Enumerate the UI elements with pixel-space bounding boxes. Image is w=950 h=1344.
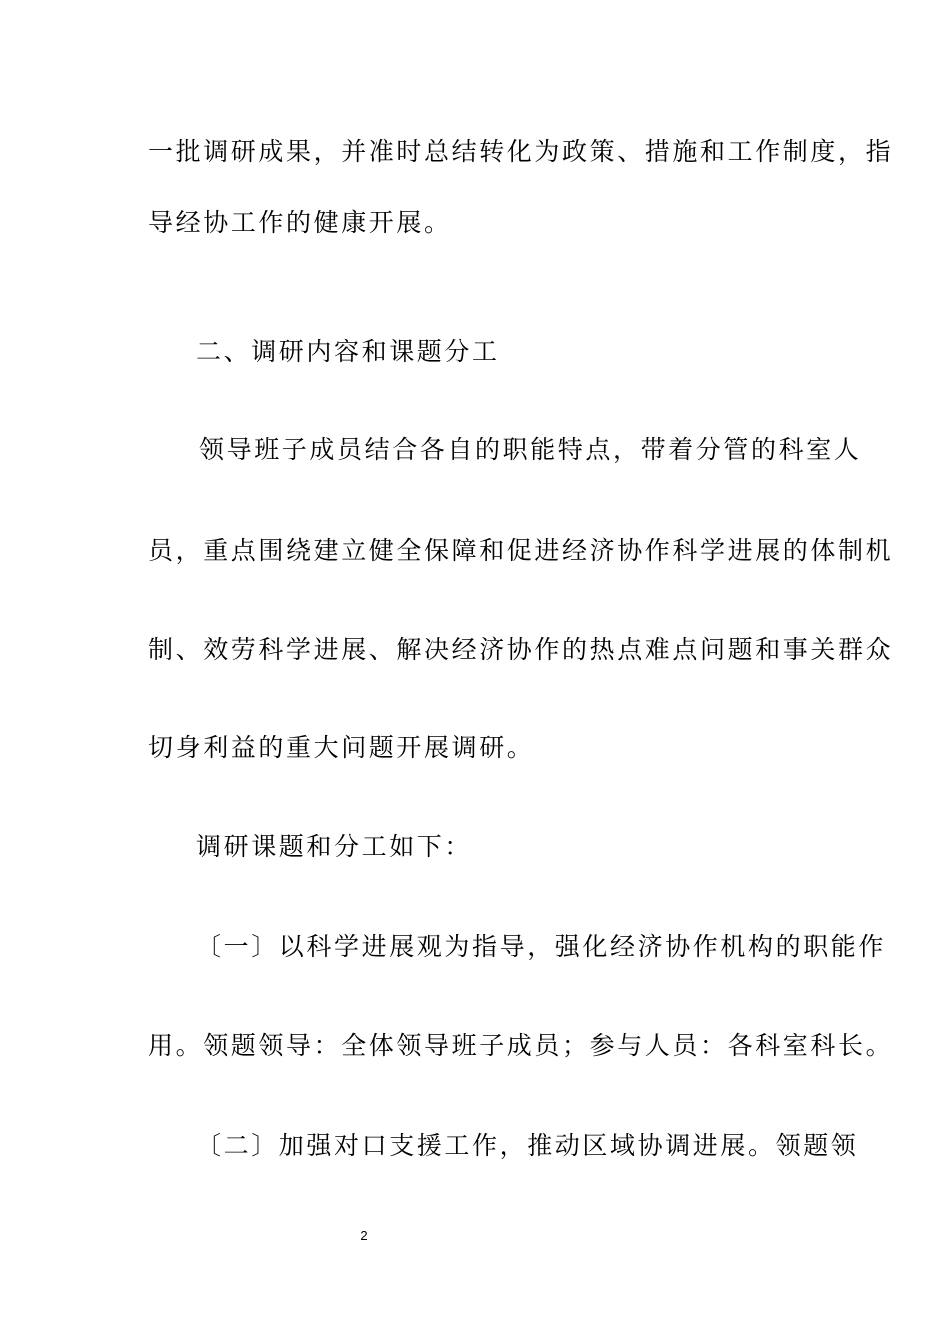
paragraph-line: 一批调研成果，并准时总结转化为政策、措施和工作制度，指 <box>148 137 894 166</box>
paragraph-line: 导经协工作的健康开展。 <box>148 208 452 237</box>
paragraph-line: 制、效劳科学进展、解决经济协作的热点难点问题和事关群众 <box>148 635 894 664</box>
paragraph-line: 切身利益的重大问题开展调研。 <box>148 733 535 762</box>
paragraph-line: 用。领题领导：全体领导班子成员；参与人员：各科室科长。 <box>148 1031 894 1060</box>
section-heading: 二、调研内容和课题分工 <box>196 337 500 366</box>
paragraph-line: 调研课题和分工如下： <box>196 832 473 861</box>
subsection-line: 〔二〕加强对口支援工作，推动区域协调进展。领题领 <box>196 1131 859 1160</box>
paragraph-line: 员，重点围绕建立健全保障和促进经济协作科学进展的体制机 <box>148 536 894 565</box>
paragraph-line: 领导班子成员结合各自的职能特点，带着分管的科室人 <box>199 435 862 464</box>
page-number: 2 <box>360 1228 368 1243</box>
subsection-line: 〔一〕以科学进展观为指导，强化经济协作机构的职能作 <box>196 932 887 961</box>
